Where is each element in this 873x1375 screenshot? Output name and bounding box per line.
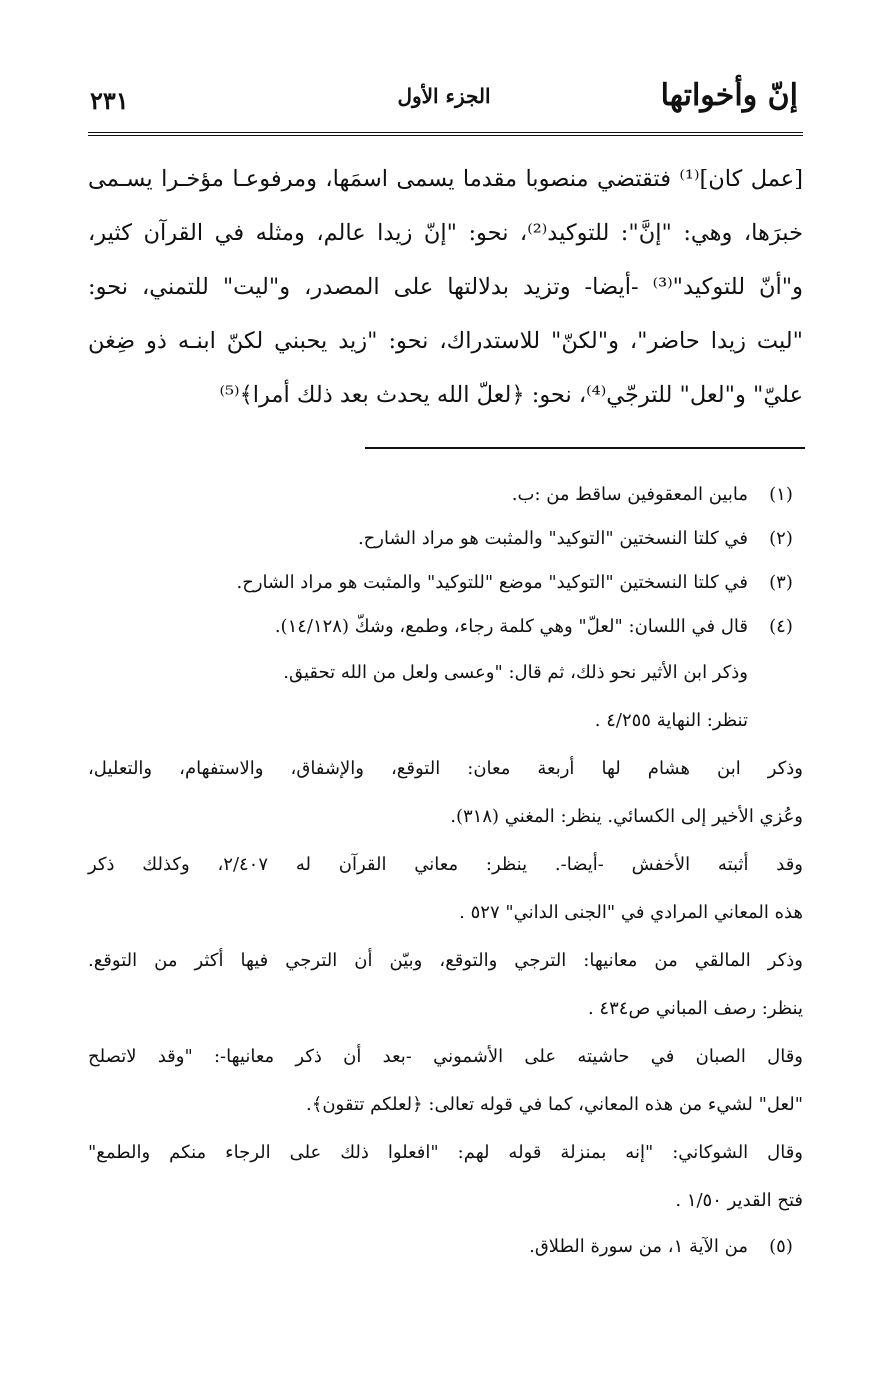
main-text-line: خبرَها، وهي: "إنَّ": للتوكيد⁽²⁾، نحو: "إنّ زيدا عالم، ومثله في القرآن كثير، — [88, 220, 803, 246]
footnote — [88, 566, 803, 610]
footnote-continuation-line: وذكر ابن الأثير نحو ذلك، ثم قال: "وعسى ولعل من الله تحقيق. — [283, 662, 748, 683]
main-text-line: عليّ" و"لعل" للترجّي⁽⁴⁾، نحو: ﴿لعلّ الله يحدث بعد ذلك أمرا﴾⁽⁵⁾ — [219, 382, 803, 408]
footnote-continuation-line: ينظر: رصف المباني ص٤٣٤ . — [587, 998, 803, 1019]
running-header — [90, 78, 798, 128]
volume-label: الجزء الأول — [397, 84, 491, 108]
footnote — [88, 1230, 803, 1274]
footnote-continuation-line: تنظر: النهاية ٤/٢٥٥ . — [594, 710, 748, 731]
footnote-continuation-line: وذكر المالقي من معانيها: الترجي والتوقع، وبيّن أن الترجي فيها أكثر من التوقع. — [88, 950, 803, 971]
footnote-text: من الآية ١، من سورة الطلاق. — [529, 1236, 748, 1257]
footnote-continuation-line: وقال الصبان في حاشيته على الأشموني -بعد أن ذكر معانيها-: "وقد لاتصلح — [88, 1046, 803, 1067]
footnote-continuation-line: هذه المعاني المرادي في "الجنى الداني" ٥٢٧ . — [459, 902, 803, 923]
footnote-divider — [365, 447, 805, 449]
footnote-text: في كلتا النسختين "التوكيد" والمثبت هو مراد الشارح. — [357, 528, 748, 549]
footnotes — [88, 478, 803, 1274]
footnote — [88, 478, 803, 522]
page-number: ٢٣١ — [90, 86, 129, 115]
footnote — [88, 610, 803, 654]
footnote-continuation-line: وقد أثبته الأخفش -أيضا-. ينظر: معاني القرآن له ٢/٤٠٧، وكذلك ذكر — [88, 854, 803, 875]
footnote-text: مابين المعقوفين ساقط من :ب. — [511, 484, 748, 505]
footnote-text: في كلتا النسختين "التوكيد" موضع "للتوكيد" والمثبت هو مراد الشارح. — [236, 572, 748, 593]
footnote — [88, 522, 803, 566]
footnote-continuation-line: وذكر ابن هشام لها أربعة معان: التوقع، والإشفاق، والاستفهام، والتعليل، — [88, 758, 803, 779]
footnote-continuation-line: فتح القدير ١/٥٠ . — [675, 1190, 803, 1211]
footnote-continuation-line: وقال الشوكاني: "إنه بمنزلة قوله لهم: "افعلوا ذلك على الرجاء منكم والطمع" — [88, 1142, 803, 1163]
footnote-continuation-line: وعُزي الأخير إلى الكسائي. ينظر: المغني (٣١٨). — [450, 806, 803, 827]
footnote-number: (٤) — [769, 616, 793, 637]
main-text — [88, 152, 803, 422]
footnote-continuation-line: "لعل" لشيء من هذه المعاني، كما في قوله تعالى: ﴿لعلكم تتقون﴾. — [306, 1094, 803, 1115]
footnote-text: قال في اللسان: "لعلّ" وهي كلمة رجاء، وطمع، وشكّ (١٤/١٢٨). — [274, 616, 748, 637]
header-divider — [88, 132, 803, 138]
main-text-line: و"أنّ للتوكيد"⁽³⁾ -أيضا- وتزيد بدلالتها على المصدر، و"ليت" للتمني، نحو: — [88, 274, 803, 300]
main-text-line: "ليت زيدا حاضر"، و"لكنّ" للاستدراك، نحو: "زيد يحبني لكنّ ابنـه ذو ضِغن — [88, 328, 803, 354]
chapter-title: إنّ وأخواتها — [660, 78, 798, 113]
main-text-line: [عمل كان]⁽¹⁾ فتقتضي منصوبا مقدما يسمى اسمَها، ومرفوعـا مؤخـرا يسـمى — [88, 166, 803, 192]
footnote-number: (١) — [769, 484, 793, 505]
footnote-number: (٥) — [769, 1236, 793, 1257]
footnote-number: (٢) — [769, 528, 793, 549]
footnote-number: (٣) — [769, 572, 793, 593]
